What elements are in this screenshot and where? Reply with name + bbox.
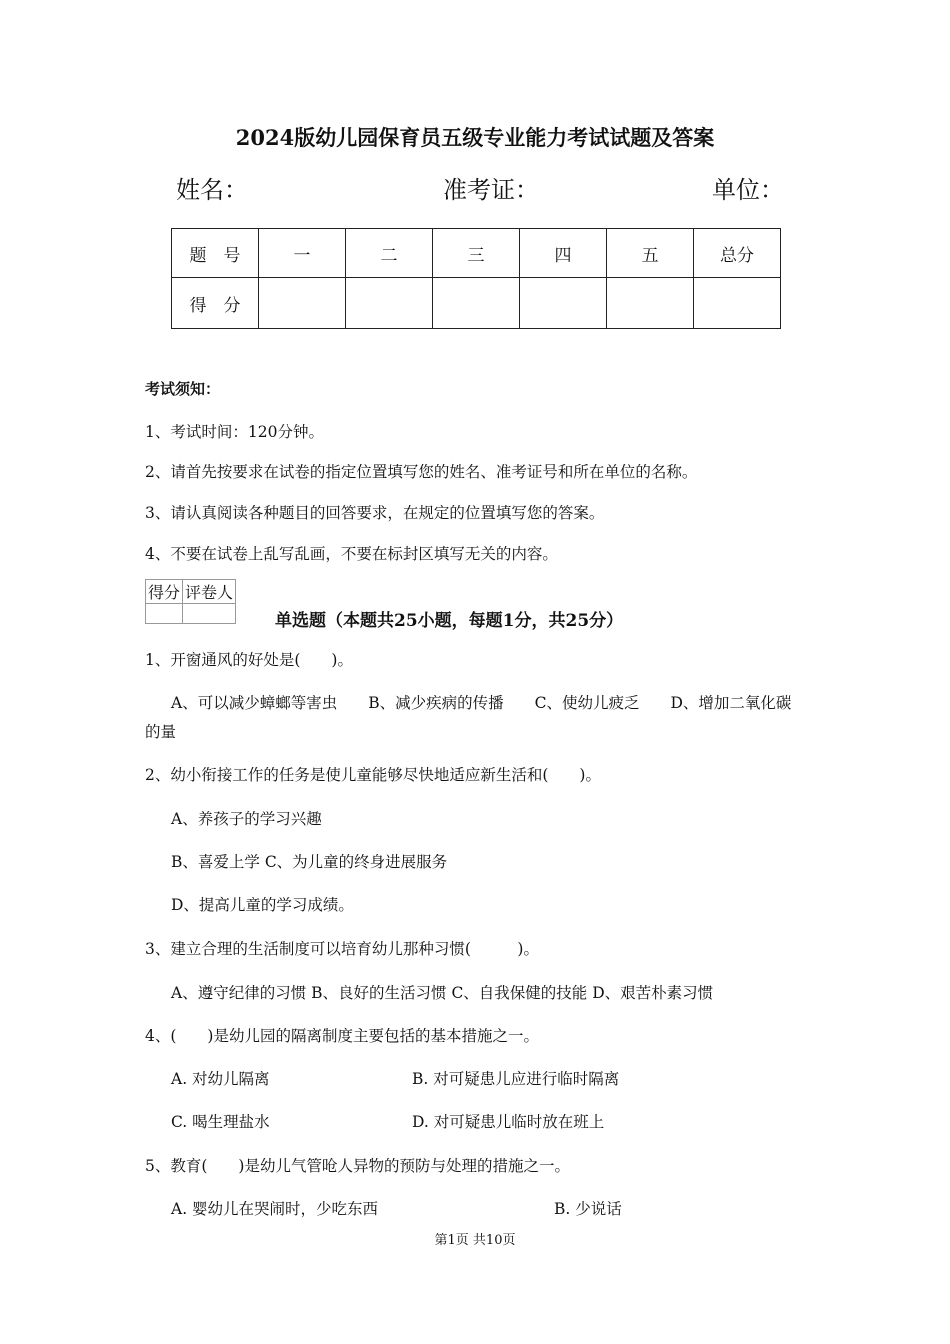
score-table-score-row	[172, 278, 781, 329]
notice-item: 2、请首先按要求在试卷的指定位置填写您的姓名、准考证号和所在单位的名称。	[145, 463, 698, 481]
score-header-cell: 一	[259, 229, 346, 278]
page-footer: 第1页 共10页	[434, 1233, 516, 1248]
question-option: B、喜爱上学 C、为儿童的终身进展服务	[171, 853, 448, 871]
notice-item: 3、请认真阅读各种题目的回答要求，在规定的位置填写您的答案。	[145, 504, 605, 522]
question-options-wrap: 的量	[145, 723, 177, 741]
notice-item: 1、考试时间：120分钟。	[145, 423, 324, 441]
grader-score-label: 得分	[146, 580, 183, 604]
name-field-label: 姓名：	[176, 176, 248, 204]
score-header-cell: 总分	[694, 229, 781, 278]
grader-name-label: 评卷人	[183, 580, 236, 604]
score-cell[interactable]	[520, 278, 607, 329]
score-header-cell: 四	[520, 229, 607, 278]
score-cell[interactable]	[607, 278, 694, 329]
grader-score-cell[interactable]	[146, 604, 183, 624]
exam-id-field-label: 准考证：	[443, 176, 539, 204]
notice-item: 4、不要在试卷上乱写乱画，不要在标封区填写无关的内容。	[145, 545, 558, 563]
question-option: C. 喝生理盐水	[171, 1113, 270, 1131]
score-header-cell: 三	[433, 229, 520, 278]
question-stem: 1、开窗通风的好处是( )。	[145, 651, 353, 669]
score-cell[interactable]	[433, 278, 520, 329]
score-cell[interactable]	[346, 278, 433, 329]
question-stem: 5、教育( )是幼儿气管呛人异物的预防与处理的措施之一。	[145, 1157, 570, 1175]
question-option: B. 少说话	[554, 1200, 622, 1218]
question-stem: 3、建立合理的生活制度可以培育幼儿那种习惯( )。	[145, 940, 539, 958]
page-title: 2024版幼儿园保育员五级专业能力考试试题及答案	[235, 125, 715, 150]
score-header-cell: 题 号	[172, 229, 259, 278]
question-option: B. 对可疑患儿应进行临时隔离	[412, 1070, 620, 1088]
question-option: A、养孩子的学习兴趣	[171, 810, 322, 828]
section-title: 单选题（本题共25小题，每题1分，共25分）	[275, 611, 624, 631]
score-header-cell: 五	[607, 229, 694, 278]
grader-box	[145, 579, 236, 624]
score-table-header-row	[172, 229, 781, 278]
question-options: A、可以减少蟑螂等害虫 B、减少疾病的传播 C、使幼儿疲乏 D、增加二氧化碳	[171, 694, 792, 712]
question-stem: 2、幼小衔接工作的任务是使儿童能够尽快地适应新生活和( )。	[145, 766, 601, 784]
question-stem: 4、( )是幼儿园的隔离制度主要包括的基本措施之一。	[145, 1027, 539, 1045]
score-cell[interactable]	[694, 278, 781, 329]
score-cell[interactable]	[259, 278, 346, 329]
grader-name-cell[interactable]	[183, 604, 236, 624]
question-options: A、遵守纪律的习惯 B、良好的生活习惯 C、自我保健的技能 D、艰苦朴素习惯	[171, 984, 714, 1002]
unit-field-label: 单位：	[712, 176, 784, 204]
question-option: D、提高儿童的学习成绩。	[171, 896, 354, 914]
notice-heading: 考试须知：	[145, 380, 221, 398]
score-row-label: 得 分	[172, 278, 259, 329]
question-option: A. 婴幼儿在哭闹时，少吃东西	[171, 1200, 379, 1218]
score-header-cell: 二	[346, 229, 433, 278]
score-table	[171, 228, 781, 329]
question-option: A. 对幼儿隔离	[171, 1070, 270, 1088]
question-option: D. 对可疑患儿临时放在班上	[412, 1113, 605, 1131]
